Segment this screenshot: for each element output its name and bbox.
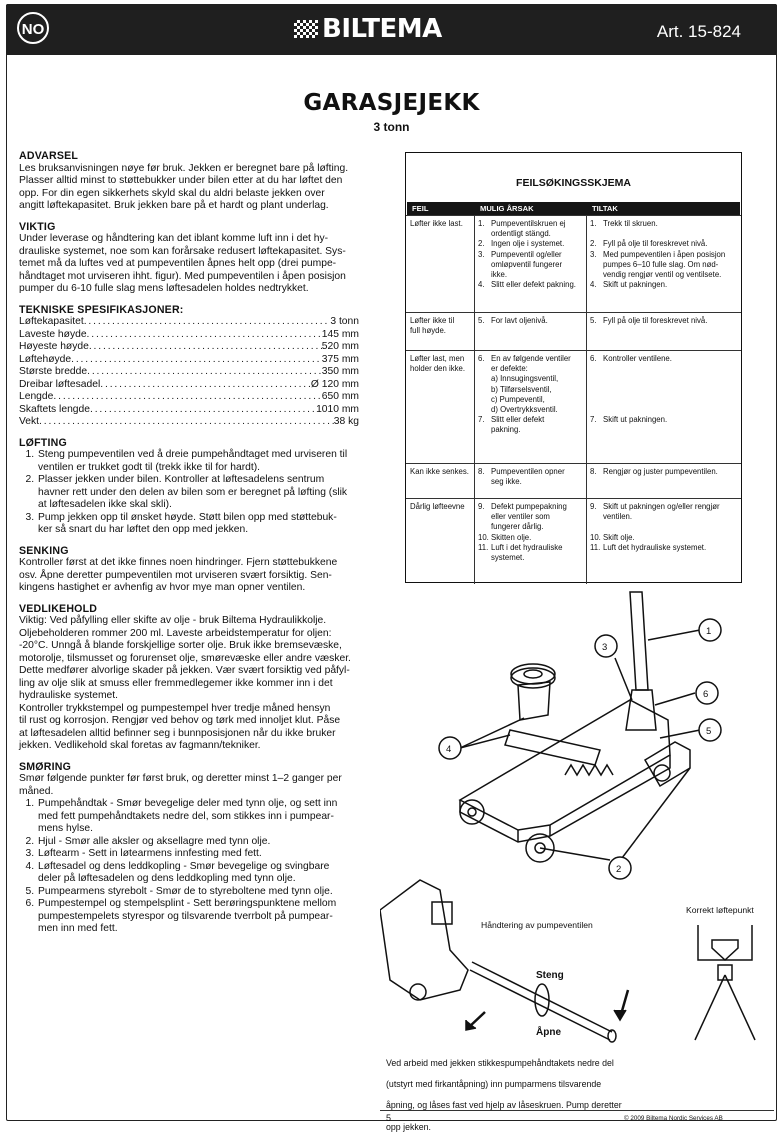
section-heading: LØFTING	[19, 436, 67, 449]
cell-item	[478, 316, 588, 326]
item-number: 8.	[478, 467, 485, 476]
table-row	[406, 463, 741, 499]
item-number	[478, 425, 491, 435]
text-line: ling av olje slik at smuss eller fremmedlegemer ikke kommer inn i det	[19, 677, 333, 689]
cell-feil	[410, 467, 474, 477]
item-number	[590, 364, 603, 374]
item-number: 5.	[590, 316, 597, 325]
text-line: drauliske systemet, noe som kan forårsake redusert løftekapasitet. Sys-	[19, 245, 346, 257]
item-number	[590, 395, 603, 405]
section-heading: VIKTIG	[19, 220, 56, 233]
spec-value: 38 kg	[333, 416, 359, 427]
jack-diagram-icon	[400, 590, 770, 880]
section-vedlikehold	[19, 603, 381, 753]
item-text: c) Pumpeventil,	[491, 394, 545, 404]
cell-line: Løfter last, men	[410, 354, 465, 363]
cell-line: Dårlig løfteevne	[410, 502, 465, 511]
item-text: For lavt oljenivå.	[491, 316, 548, 325]
caption-line: (utstyrt med firkantåpning) inn pumparmens tilsvarende	[386, 1079, 602, 1090]
table-row	[406, 312, 741, 351]
table-row	[406, 498, 741, 585]
cell-item	[478, 260, 588, 270]
cell-feil	[410, 316, 474, 336]
item-text	[603, 364, 605, 374]
spec-row	[19, 366, 359, 379]
cell-item	[478, 425, 588, 435]
callout-4: 4	[446, 744, 452, 755]
spec-row	[19, 329, 359, 342]
section-lofting	[19, 437, 381, 537]
cell-item	[590, 354, 740, 364]
item-text: d) Overtrykksventil.	[491, 405, 558, 415]
list-item: 1. Steng pumpeventilen ved å dreie pumpehåndtaget med urviseren til ventilen er trukket godt til (trekk ikke til for hardt).	[37, 449, 381, 474]
text-line: Viktig: Ved påfylling eller skifte av olje - bruk Biltema Hydraulikkolje.	[19, 615, 327, 626]
item-number	[478, 229, 491, 239]
caption-line: Ved arbeid med jekken stikkespumpehåndtakets nedre del	[386, 1057, 614, 1068]
cell-arsak	[478, 467, 588, 487]
left-column	[19, 150, 381, 944]
copyright: © 2009 Biltema Nordic Services AB	[624, 1115, 723, 1122]
cell-item	[478, 354, 588, 364]
spec-label: Løftehøyde	[19, 353, 72, 365]
cell-item	[478, 467, 588, 477]
section-advarsel	[19, 150, 381, 213]
troubleshooting-table	[405, 152, 742, 583]
item-number	[478, 260, 491, 270]
cell-item	[590, 467, 740, 477]
item-number: 3.	[590, 249, 597, 259]
item-text: Luft det hydrauliske systemet.	[603, 542, 707, 552]
cell-tiltak	[590, 316, 740, 326]
cell-item	[590, 405, 740, 415]
cell-item	[478, 229, 588, 239]
text-line: temet må da luftes ved at pumpeventilen åpnes helt opp (drei pumpe-	[19, 258, 337, 269]
spec-dots	[71, 354, 322, 367]
item-text	[603, 405, 605, 415]
list-item: 5. Pumpearmens styrebolt - Smør de to styreboltene med tynn olje.	[37, 886, 381, 899]
spec-label: Løftekapasitet	[19, 316, 84, 327]
label-handle: Håndtering av pumpeventilen	[481, 920, 593, 930]
item-number	[590, 270, 603, 280]
cell-item	[590, 316, 740, 326]
cell-item	[478, 385, 588, 395]
item-text: En av følgende ventiler	[491, 354, 571, 363]
brand-name: BILTEMA	[322, 14, 442, 44]
item-number	[590, 522, 603, 532]
item-text: fungerer dårlig.	[491, 522, 544, 532]
section-specs	[19, 304, 381, 429]
text-line: Dette medfører alvorlige skader på jekken. Vær svært forsiktig ved påfyl-	[19, 665, 350, 676]
text-line: jekken. Vedlikehold skal foretas av fagmann/tekniker.	[19, 740, 261, 751]
item-number	[590, 374, 603, 384]
header-tiltak: TILTAK	[592, 204, 618, 213]
item-number: 6.	[590, 354, 597, 363]
item-text: pakning.	[491, 425, 521, 435]
cell-item	[478, 219, 588, 229]
text-line: Plasser alltid minst to støttebukker under bilen etter at du har løftet den	[19, 175, 343, 186]
item-number: 2.	[590, 239, 597, 249]
item-number: 7.	[590, 415, 597, 425]
item-text: Skift ut pakningen.	[603, 415, 668, 425]
cell-item	[590, 239, 740, 249]
spec-label: Høyeste høyde	[19, 341, 89, 352]
cell-line: full høyde.	[410, 326, 446, 336]
page-title: GARASJEJEKK	[303, 90, 480, 116]
item-text: omløpventil fungerer	[491, 259, 563, 269]
cell-item	[590, 522, 740, 532]
item-text: systemet.	[491, 553, 525, 563]
spec-dots	[84, 316, 331, 329]
cell-item	[478, 415, 588, 425]
item-text: Rengjør og juster pumpeventilen.	[603, 467, 718, 476]
item-text: pumpes 6–10 fulle slag. Om nød-	[603, 259, 719, 269]
item-text: eller ventiler som	[491, 512, 550, 522]
page-number: 5	[386, 1113, 392, 1123]
item-number	[590, 385, 603, 395]
item-text: a) Innsugingsventil,	[491, 374, 559, 384]
list-item: 4. Løftesadel og dens leddkopling - Smør bevegelige og svingbare deler på løftesadelen og dens leddkopling med tynn olje.	[37, 861, 381, 886]
item-text: ventilen.	[603, 512, 633, 522]
header-feil: FEIL	[412, 204, 429, 213]
text-line: opp. For din egen sikkerhets skyld skal du aldri belaste jekken over	[19, 187, 325, 199]
cell-item	[478, 250, 588, 260]
spec-dots	[89, 341, 322, 354]
section-viktig	[19, 221, 381, 296]
cell-item	[478, 477, 588, 487]
cell-item	[590, 415, 740, 425]
cell-item	[590, 395, 740, 405]
list-item: 3. Løftearm - Sett in løtearmens innfesting med fett.	[37, 848, 381, 861]
item-number: 10.	[478, 532, 489, 542]
item-text	[603, 522, 605, 532]
page-subtitle: 3 tonn	[373, 120, 410, 134]
item-number: 2.	[478, 239, 485, 249]
cell-feil	[410, 219, 474, 229]
item-text: Luft i det hydrauliske	[491, 542, 563, 552]
cell-item	[590, 219, 740, 229]
spec-dots	[53, 391, 321, 404]
item-number	[478, 553, 491, 563]
spec-value: 3 tonn	[330, 316, 359, 327]
cell-item	[590, 270, 740, 280]
spec-value: 1010 mm	[316, 403, 359, 415]
table-header-row	[407, 202, 740, 215]
cell-tiltak	[590, 502, 740, 553]
item-text: er defekte:	[491, 364, 528, 374]
cell-item	[478, 502, 588, 512]
spec-label: Lengde	[19, 391, 54, 402]
spec-row	[19, 379, 359, 392]
cell-item	[590, 533, 740, 543]
spec-label: Vekt	[19, 416, 40, 427]
item-number	[478, 395, 491, 405]
item-text: Trekk til skruen.	[603, 219, 658, 228]
spec-row	[19, 341, 359, 354]
item-text: Pumpeventilskruen ej	[491, 219, 566, 228]
spec-dots	[100, 379, 311, 392]
item-number: 3.	[478, 249, 485, 259]
language-badge: NO	[17, 12, 49, 44]
text-line: at løftesadelen alltid befinner seg i bunnposisjonen når du ikke bruker	[19, 727, 336, 739]
text-line: Kontroller trykkstempel og pumpestempel hver tredje måned hensyn	[19, 702, 331, 714]
spec-row	[19, 404, 359, 417]
cell-item	[478, 405, 588, 415]
cell-arsak	[478, 316, 588, 326]
spec-dots	[87, 366, 322, 379]
section-smoring	[19, 761, 381, 936]
cell-item	[478, 239, 588, 249]
item-number: 11.	[590, 542, 601, 552]
table-row	[406, 215, 741, 313]
item-text: Skift ut pakningen og/eller rengjør	[603, 502, 720, 511]
figure-caption	[386, 1048, 648, 1142]
text-line: håndtaget mot urviseren ihht. figur). Med pumpeventilen i åpen posisjon	[19, 270, 346, 282]
item-number: 9.	[478, 502, 485, 511]
cell-tiltak	[590, 219, 740, 290]
text-line: til rust og korrosjon. Rengjør ved behov og tørk med innoljet klut. Påse	[19, 715, 341, 726]
spec-label: Laveste høyde	[19, 328, 87, 340]
item-number	[478, 385, 491, 395]
text-line: Oljebeholderen rommer 200 ml. Laveste arbeidstemperatur for oljen:	[19, 627, 332, 639]
section-heading: ADVARSEL	[19, 150, 79, 162]
spec-label: Skaftets lengde	[19, 403, 90, 415]
text-line: Under leverase og håndtering kan det iblant komme luft inn i det hy-	[19, 233, 329, 244]
item-number: 4.	[590, 280, 597, 290]
cell-arsak	[478, 219, 588, 290]
spec-row	[19, 354, 359, 367]
cell-item	[478, 374, 588, 384]
cell-item	[478, 543, 588, 553]
item-number: 1.	[590, 219, 597, 228]
spec-value: 350 mm	[321, 366, 359, 377]
item-number	[590, 229, 603, 239]
header-bar	[6, 4, 777, 55]
cell-arsak	[478, 354, 588, 436]
spec-value: Ø 120 mm	[310, 378, 359, 390]
item-number	[478, 405, 491, 415]
item-number: 1.	[478, 219, 485, 228]
cell-item	[478, 522, 588, 532]
item-number: 7.	[478, 415, 485, 425]
article-number: Art. 15-824	[656, 22, 741, 41]
item-number	[478, 522, 491, 532]
item-text: Fyll på olje til foreskrevet nivå.	[603, 316, 708, 325]
list-item: 3. Pump jekken opp til ønsket høyde. Støtt bilen opp med støttebuk- ker så snart du har løftet den opp med jekken.	[37, 512, 381, 537]
text-line: kingens hastighet er avhenfig av hvor mye man opner ventilen.	[19, 582, 306, 593]
item-number: 4.	[478, 280, 485, 290]
item-text: ikke.	[491, 270, 508, 280]
item-text: Skitten olje.	[491, 532, 532, 542]
cell-item	[478, 270, 588, 280]
section-senking	[19, 545, 381, 595]
spec-dots	[90, 404, 316, 417]
cell-item	[590, 260, 740, 270]
section-heading: SMØRING	[19, 760, 72, 773]
text-line: motorolje, tilsmusset og forurenset olje, smørevæske eller andre væsker.	[19, 652, 351, 664]
item-number	[478, 374, 491, 384]
cell-feil	[410, 502, 474, 512]
item-text: Pumpeventil og/eller	[491, 249, 562, 259]
item-number	[590, 512, 603, 522]
item-number	[478, 477, 491, 487]
item-text: Pumpeventilen opner	[491, 467, 565, 476]
item-text	[603, 374, 605, 384]
cell-item	[478, 553, 588, 563]
item-number	[478, 364, 491, 374]
item-number: 8.	[590, 467, 597, 476]
spec-value: 145 mm	[321, 328, 359, 340]
caption-line: opp jekken.	[386, 1121, 431, 1132]
checker-flag-icon	[294, 20, 318, 38]
label-open: Åpne	[536, 1027, 561, 1038]
cell-item	[478, 280, 588, 290]
section-heading: SENKING	[19, 544, 69, 557]
item-text: Skift olje.	[603, 532, 635, 542]
cell-item	[478, 512, 588, 522]
callout-5: 5	[706, 726, 712, 737]
section-heading: TEKNISKE SPESIFIKASJONER:	[19, 303, 184, 316]
cell-item	[478, 395, 588, 405]
item-text: Defekt pumpepakning	[491, 502, 567, 511]
cell-tiltak	[590, 467, 740, 477]
footer-divider	[380, 1110, 774, 1111]
table-row	[406, 350, 741, 464]
cell-item	[590, 364, 740, 374]
pump-valve-diagram-icon	[380, 870, 775, 1050]
spec-row	[19, 391, 359, 404]
text-line: osv. Åpne deretter pumpeventilen mot urviseren svært forsiktig. Sen-	[19, 569, 332, 581]
callout-1: 1	[706, 626, 712, 637]
item-text	[603, 385, 605, 395]
cell-item	[590, 280, 740, 290]
section-heading: VEDLIKEHOLD	[19, 602, 98, 615]
item-text: Ingen olje i systemet.	[491, 239, 565, 249]
text-line: angitt løftekapasitet. Bruk jekken bare på et hardt og plant underlag.	[19, 200, 329, 211]
list-item: 6. Pumpestempel og stempelsplint - Sett berøringspunktene mellom pumpestempelets styrespor og tilsvarende tverrbolt på pumpear- men inn med fett.	[37, 898, 381, 936]
spec-label: Største bredde	[19, 366, 88, 377]
text-line: -20°C. Unngå å blande forskjellige sorter olje. Bruk ikke bremsevæske,	[19, 640, 342, 651]
cell-item	[590, 512, 740, 522]
spec-row	[19, 316, 359, 329]
list-item: 1. Pumpehåndtak - Smør bevegelige deler med tynn olje, og sett inn med fett pumpehåndtakets nedre del, som stikkes inn i pumpear- mens hylse.	[37, 798, 381, 836]
text-line: Smør følgende punkter før først bruk, og deretter minst 1–2 ganger per	[19, 773, 342, 784]
callout-2: 2	[616, 864, 622, 875]
item-number: 6.	[478, 354, 485, 363]
label-correct-lift-point: Korrekt løftepunkt	[686, 905, 754, 915]
text-line: hydrauliske systemet.	[19, 690, 119, 701]
list-item: 2. Hjul - Smør alle aksler og aksellagre med tynn olje.	[37, 836, 381, 849]
cell-item	[590, 250, 740, 260]
item-number	[478, 270, 491, 280]
callout-3: 3	[602, 642, 608, 653]
item-text	[603, 395, 605, 405]
item-text: vendig rengjør ventil og ventilsete.	[603, 270, 722, 280]
cell-line: holder den ikke.	[410, 364, 466, 374]
spec-label: Dreibar løftesadel	[19, 378, 101, 390]
cell-item	[590, 229, 740, 239]
spec-dots	[39, 416, 334, 429]
item-text: b) Tilførselsventil,	[491, 384, 552, 394]
item-number: 11.	[478, 542, 489, 552]
item-text	[603, 229, 605, 239]
header-arsak: MULIG ÅRSAK	[480, 204, 534, 213]
item-text: ordentligt stängd.	[491, 229, 551, 239]
caption-line: åpning, og låses fast ved hjelp av låseskruen. Pump deretter	[386, 1100, 622, 1111]
cell-line: Løfter ikke last.	[410, 219, 463, 228]
cell-tiltak	[590, 354, 740, 425]
spec-value: 375 mm	[321, 353, 359, 365]
text-line: måned.	[19, 785, 54, 797]
item-text: Skift ut pakningen.	[603, 280, 668, 290]
item-text: Fyll på olje til foreskrevet nivå.	[603, 239, 708, 249]
list-item: 2. Plasser jekken under bilen. Kontroller at løftesadelens sentrum havner rett under den delen av bilen som er beregnet på løfting (slik at løftesadelen ikke skal skli).	[37, 474, 381, 512]
table-title: FEILSØKINGSSKJEMA	[516, 177, 631, 189]
cell-item	[590, 502, 740, 512]
item-text: Slitt eller defekt pakning.	[491, 280, 576, 290]
cell-feil	[410, 354, 474, 374]
item-text: Slitt eller defekt	[491, 415, 545, 425]
item-number	[478, 512, 491, 522]
cell-line: Løfter ikke til	[410, 316, 455, 325]
cell-line: Kan ikke senkes.	[410, 467, 469, 476]
brand-logo	[294, 14, 442, 44]
item-number: 9.	[590, 502, 597, 511]
item-number	[590, 260, 603, 270]
text-line: pumper du 6-10 fulle slag mens løftesadelen holdes nedtrykket.	[19, 283, 309, 294]
spec-value: 650 mm	[321, 391, 359, 402]
item-text: Med pumpeventilen i åpen posisjon	[603, 249, 726, 259]
label-close: Steng	[536, 970, 564, 981]
item-number: 5.	[478, 316, 485, 325]
spec-row	[19, 416, 359, 429]
text-line: Les bruksanvisningen nøye før bruk. Jekken er beregnet bare på løfting.	[19, 162, 349, 174]
item-text: Kontroller ventilene.	[603, 354, 672, 363]
item-number: 10.	[590, 532, 601, 542]
cell-item	[478, 364, 588, 374]
item-number	[590, 405, 603, 415]
spec-value: 520 mm	[321, 341, 359, 352]
cell-item	[590, 543, 740, 553]
cell-item	[590, 374, 740, 384]
spec-dots	[87, 329, 322, 342]
cell-item	[478, 533, 588, 543]
cell-arsak	[478, 502, 588, 563]
text-line: Kontroller først at det ikke finnes noen hindringer. Fjern støttebukkene	[19, 557, 338, 568]
cell-item	[590, 385, 740, 395]
callout-6: 6	[703, 689, 709, 700]
item-text: seg ikke.	[491, 477, 522, 487]
